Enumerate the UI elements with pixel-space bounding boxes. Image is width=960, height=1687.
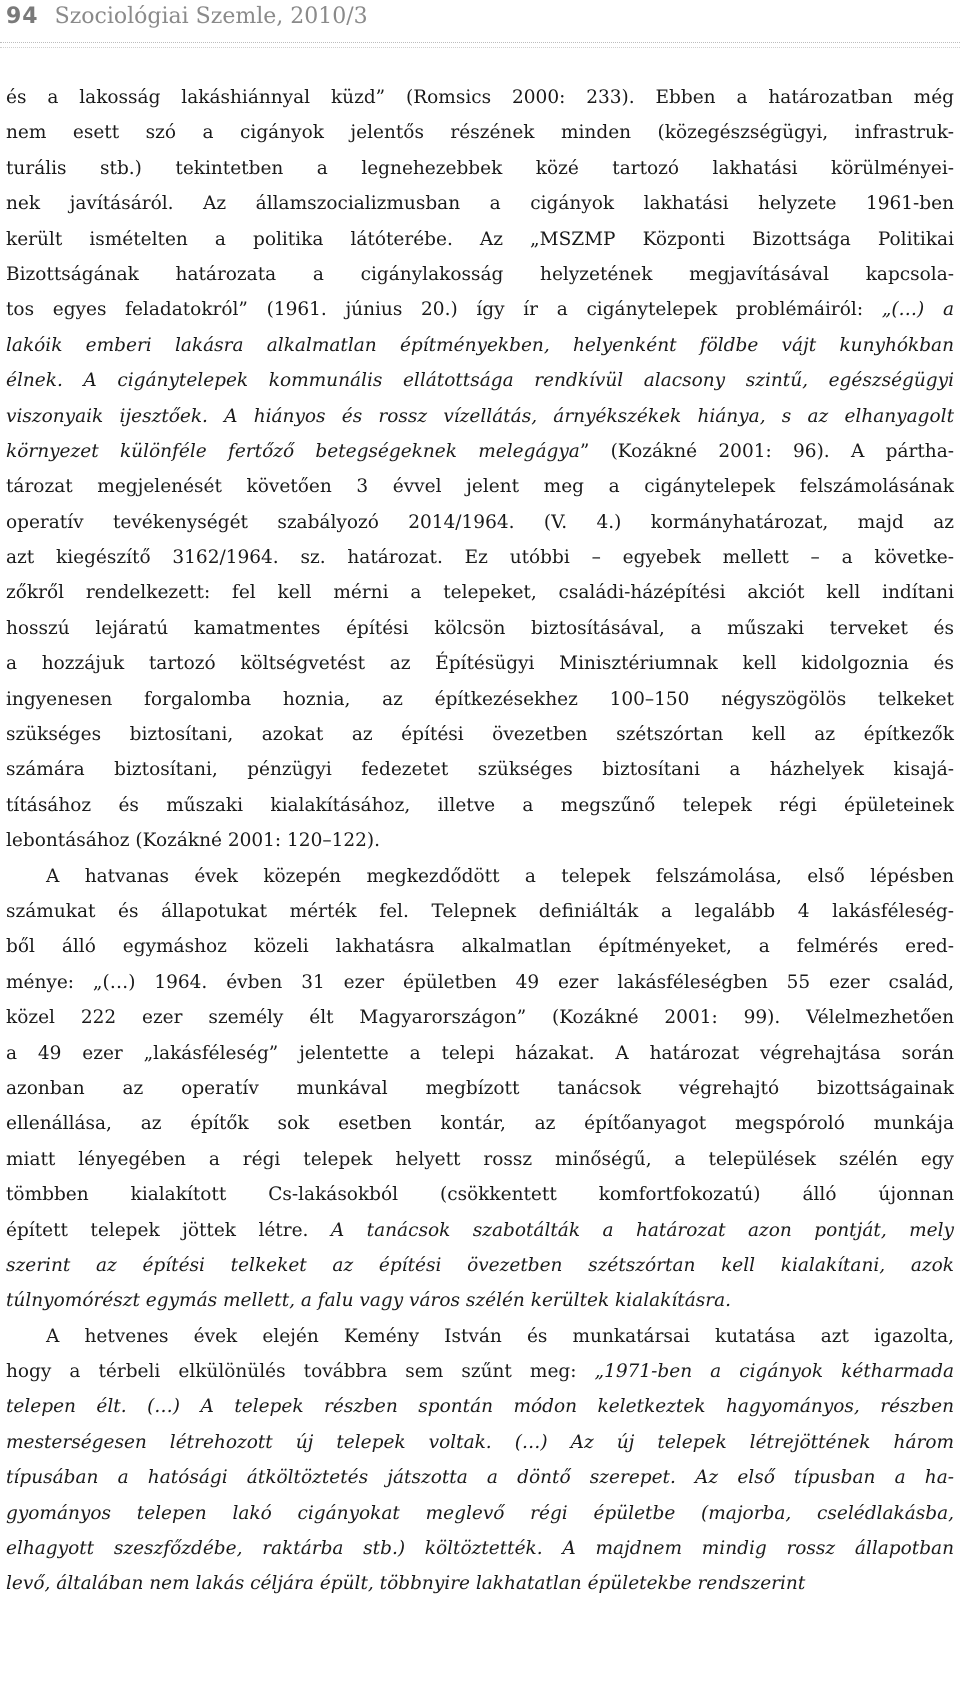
body-text: A hetvenes évek elején Kemény István és munkatársai kutatása azt igazolta,	[46, 1325, 954, 1347]
body-text: Bizottságának határozata a cigánylakosság helyzetének megjavításával kapcsola-	[6, 263, 954, 285]
text-line	[6, 399, 954, 434]
body-text: hogy a térbeli elkülönülés továbbra sem szűnt meg:	[6, 1361, 595, 1383]
text-line	[6, 1248, 954, 1283]
quoted-italic-text: telepen élt. (…) A telepek részben spontán módon keletkeztek hagyományos, részben	[6, 1396, 954, 1418]
body-text: ménye: „(…) 1964. évben 31 ezer épületben 49 ezer lakásféleségben 55 ezer család,	[6, 971, 954, 993]
body-text: nek javításáról. Az államszocializmusban a cigányok lakhatási helyzete 1961-ben	[6, 193, 954, 215]
quoted-italic-text: környezet különféle fertőző betegségeknek melegágya	[6, 440, 580, 462]
body-text: került ismételten a politika látóterébe. Az „MSZMP Központi Bizottsága Politikai	[6, 228, 954, 250]
text-line	[6, 752, 954, 787]
running-header	[6, 4, 368, 38]
body-text: A hatvanas évek közepén megkezdődött a telepek felszámolása, első lépésben	[46, 865, 954, 887]
text-line	[6, 1071, 954, 1106]
text-line	[6, 222, 954, 257]
text-line	[6, 1460, 954, 1495]
text-line	[6, 292, 954, 327]
text-line	[6, 1142, 954, 1177]
body-text: számukat és állapotukat mérték fel. Telepnek definiálták a legalább 4 lakásféleség-	[6, 900, 954, 922]
text-line	[6, 1354, 954, 1389]
body-text: számára biztosítani, pénzügyi fedezetet szükséges biztosítani a házhelyek kisajá-	[6, 759, 954, 781]
body-text: közel 222 ezer személy élt Magyarországon” (Kozákné 2001: 99). Vélelmezhetően	[6, 1007, 954, 1029]
text-line	[6, 575, 954, 610]
header-divider	[0, 42, 960, 48]
body-text: operatív tevékenységét szabályozó 2014/1964. (V. 4.) kormányhatározat, majd az	[6, 511, 954, 533]
body-text: ” (Kozákné 2001: 96). A pártha-	[579, 440, 954, 462]
text-line	[6, 788, 954, 823]
body-text: zőkről rendelkezett: fel kell mérni a telepeket, családi-házépítési akciót kell indítani	[6, 582, 954, 604]
quoted-italic-text: élnek. A cigánytelepek kommunális ellátottsága rendkívül alacsony szintű, egészségügyi	[6, 370, 954, 392]
text-line	[6, 1283, 954, 1318]
body-text: ellenállása, az építők sok esetben kontár, az építőanyagot megspóroló munkája	[6, 1113, 954, 1135]
text-line	[6, 1177, 954, 1212]
body-text: a hozzájuk tartozó költségvetést az Építésügyi Minisztériumnak kell kidolgoznia és	[6, 653, 954, 675]
body-text: azt kiegészítő 3162/1964. sz. határozat. Ez utóbbi – egyebek mellett – a követke-	[6, 547, 954, 569]
body-text: tározat megjelenését követően 3 évvel jelent meg a cigánytelepek felszámolásának	[6, 476, 954, 498]
text-line	[6, 257, 954, 292]
body-text: épített telepek jöttek létre.	[6, 1219, 331, 1241]
body-text: szükséges biztosítani, azokat az építési övezetben szétszórtan kell az építkezők	[6, 724, 954, 746]
text-line	[6, 469, 954, 504]
article-body	[6, 80, 954, 1602]
page-number: 94	[6, 4, 39, 29]
text-line	[6, 1389, 954, 1424]
quoted-italic-text: lakóik emberi lakásra alkalmatlan építményekben, helyenként földbe vájt kunyhókban	[6, 334, 954, 356]
text-line	[6, 646, 954, 681]
quoted-italic-text: „1971-ben a cigányok kétharmada	[594, 1361, 955, 1383]
quoted-italic-text: elhagyott szeszfőzdébe, raktárba stb.) költöztették. A majdnem mindig rossz állapotban	[6, 1538, 954, 1560]
text-line	[6, 1531, 954, 1566]
text-line	[6, 1106, 954, 1141]
text-line	[6, 328, 954, 363]
quoted-italic-text: szerint az építési telkeket az építési övezetben szétszórtan kell kialakítani, azok	[6, 1254, 954, 1276]
text-line	[6, 1036, 954, 1071]
text-line	[6, 682, 954, 717]
body-text: ingyenesen forgalomba hoznia, az építkezésekhez 100–150 négyszögölös telkeket	[6, 688, 954, 710]
body-text: tításához és műszaki kialakításához, illetve a megszűnő telepek régi épületeinek	[6, 794, 954, 816]
text-line	[6, 717, 954, 752]
journal-title: Szociológiai Szemle, 2010/3	[54, 4, 368, 29]
text-line	[6, 965, 954, 1000]
text-line	[6, 115, 954, 150]
quoted-italic-text: A tanácsok szabotálták a határozat azon pontját, mely	[330, 1219, 955, 1241]
text-line	[6, 151, 954, 186]
text-line	[6, 80, 954, 115]
text-line	[6, 363, 954, 398]
text-line	[6, 1566, 954, 1601]
body-text: ből álló egymáshoz közeli lakhatásra alkalmatlan építményeket, a felmérés ered-	[6, 936, 954, 958]
text-line	[6, 823, 954, 858]
text-line	[6, 505, 954, 540]
text-line	[6, 1496, 954, 1531]
text-line	[6, 540, 954, 575]
quoted-italic-text: mesterségesen létrehozott új telepek voltak. (…) Az új telepek létrejöttének három	[6, 1431, 954, 1453]
body-text: lebontásához (Kozákné 2001: 120–122).	[6, 830, 381, 852]
text-line	[6, 186, 954, 221]
text-line	[6, 1213, 954, 1248]
text-line	[6, 611, 954, 646]
text-line	[6, 1000, 954, 1035]
quoted-italic-text: „(…) a	[881, 299, 954, 321]
body-text: tos egyes feladatokról” (1961. június 20.) így ír a cigánytelepek problémáiról:	[6, 299, 882, 321]
body-text: nem esett szó a cigányok jelentős részének minden (közegészségügyi, infrastruk-	[6, 122, 954, 144]
body-text: miatt lényegében a régi telepek helyett rossz minőségű, a települések szélén egy	[6, 1148, 954, 1170]
quoted-italic-text: típusában a hatósági átköltöztetés játszotta a döntő szerepet. Az első típusban a ha-	[6, 1467, 954, 1489]
body-text: azonban az operatív munkával megbízott tanácsok végrehajtó bizottságainak	[6, 1077, 954, 1099]
quoted-italic-text: viszonyaik ijesztőek. A hiányos és rossz vízellátás, árnyékszékek hiánya, s az elhanyagolt	[6, 405, 954, 427]
quoted-italic-text: gyományos telepen lakó cigányokat meglevő régi épületbe (majorba, cselédlakásba,	[6, 1502, 954, 1524]
body-text: tömbben kialakított Cs-lakásokból (csökkentett komfortfokozatú) álló újonnan	[6, 1184, 954, 1206]
body-text: a 49 ezer „lakásféleség” jelentette a telepi házakat. A határozat végrehajtása során	[6, 1042, 954, 1064]
text-line	[6, 1319, 954, 1354]
text-line	[6, 1425, 954, 1460]
body-text: és a lakosság lakáshiánnyal küzd” (Romsics 2000: 233). Ebben a határozatban még	[6, 87, 954, 108]
text-line	[6, 859, 954, 894]
text-line	[6, 434, 954, 469]
text-line	[6, 894, 954, 929]
text-line	[6, 929, 954, 964]
quoted-italic-text: levő, általában nem lakás céljára épült, többnyire lakhatatlan épületekbe rendszerint	[6, 1573, 806, 1595]
body-text: turális stb.) tekintetben a legnehezebbek közé tartozó lakhatási körülményei-	[6, 157, 954, 179]
quoted-italic-text: túlnyomórészt egymás mellett, a falu vagy város szélén kerültek kialakításra.	[6, 1290, 731, 1312]
body-text: hosszú lejáratú kamatmentes építési kölcsön biztosításával, a műszaki terveket és	[6, 617, 954, 639]
